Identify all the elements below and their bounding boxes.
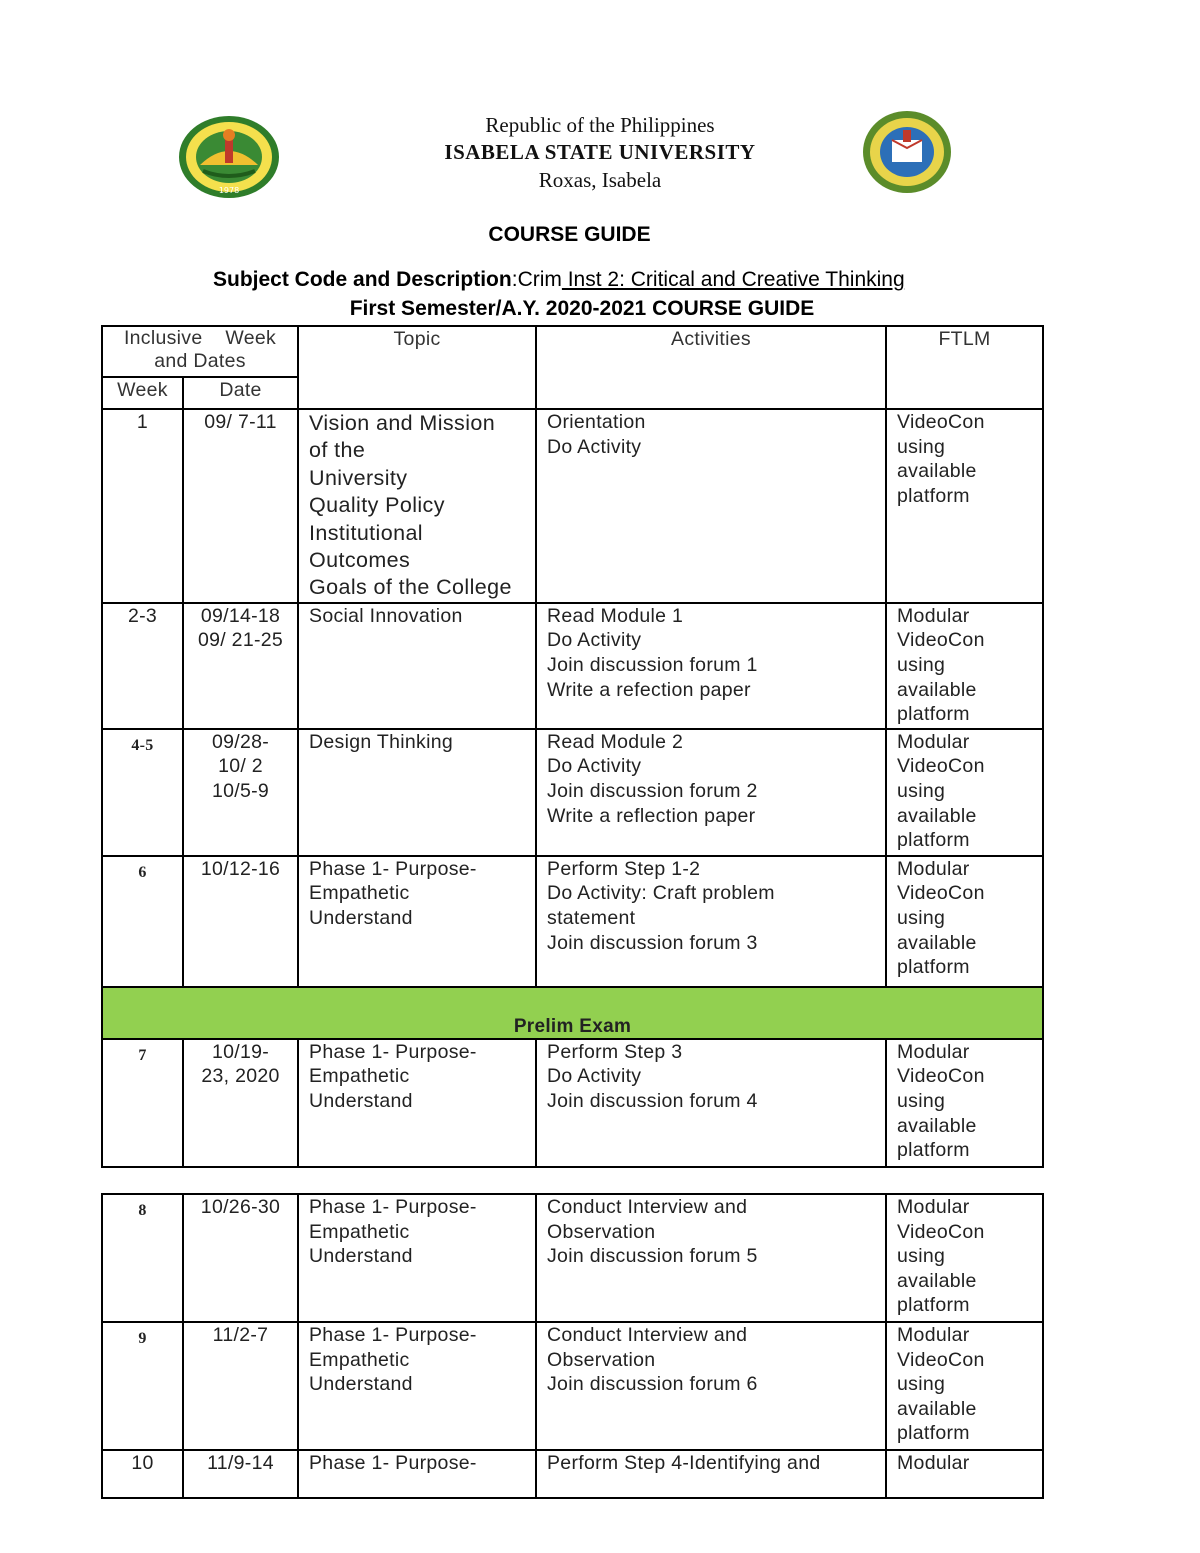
activity-line: Read Module 2 [547,730,684,753]
header-university: ISABELA STATE UNIVERSITY [444,140,756,164]
ftlm-line: Modular [897,857,970,880]
activity-line: statement [547,907,636,930]
activity-line: Read Module 1 [547,604,684,627]
table-row [102,729,1043,856]
ftlm-line: platform [897,703,970,726]
topic-line: Understand [309,1245,413,1268]
ftlm-line: VideoCon [897,629,985,652]
topic-line: Design Thinking [309,730,453,753]
table-row [102,603,1043,729]
topic-line: Phase 1- Purpose- [309,857,477,880]
ftlm-line: platform [897,1422,970,1445]
header-topic: Topic [298,326,536,409]
date-line: 10/26-30 [200,1196,281,1218]
activity-line: Do Activity: Craft problem [547,882,775,905]
activity-line: Conduct Interview and [547,1324,748,1346]
activity-line: Orientation [547,411,646,433]
ftlm-line: Modular [897,1452,970,1474]
date-cell [183,409,298,603]
week-cell: 9 [102,1322,183,1450]
activities-cell [536,729,886,856]
ftlm-line: available [897,1397,977,1420]
topic-line: Phase 1- Purpose- [309,1452,477,1474]
date-line: 09/ 21-25 [197,629,284,652]
topic-line: Vision and Mission [309,411,496,435]
topic-line: Understand [309,907,413,930]
date-cell [183,1039,298,1167]
ftlm-line: Modular [897,1196,970,1218]
week-cell: 2-3 [102,603,183,729]
activity-line: Join discussion forum 5 [547,1245,758,1268]
topic-line: Phase 1- Purpose- [309,1324,477,1346]
activities-cell [536,856,886,987]
topic-cell [298,409,536,603]
date-line: 09/14-18 [200,604,281,627]
ftlm-line: VideoCon [897,1348,985,1371]
college-of-education-seal [862,110,952,194]
course-schedule-table-continued [101,1193,1044,1499]
ftlm-line: Modular [897,1040,970,1063]
ftlm-line: available [897,1269,977,1292]
topic-line: Empathetic [309,1065,410,1088]
ftlm-cell [886,856,1043,987]
ftlm-line: available [897,1114,977,1137]
table-row [102,409,1043,603]
ftlm-line: using [897,780,946,803]
ftlm-line: Modular [897,1324,970,1346]
date-line: 10/12-16 [200,857,281,880]
ftlm-line: platform [897,1294,970,1317]
header-week: Week [102,377,183,409]
ftlm-cell [886,1450,1043,1498]
activity-line: Perform Step 1-2 [547,857,701,880]
ftlm-cell [886,409,1043,603]
prelim-exam-banner: Prelim Exam [102,987,1043,1039]
topic-line: Understand [309,1373,413,1396]
document-title: COURSE GUIDE [488,223,651,246]
semester-line: First Semester/A.Y. 2020-2021 COURSE GUIDE [349,297,815,320]
course-schedule-table [101,325,1044,1168]
header-inclusive-line1: Inclusive Week [123,327,277,349]
ftlm-line: using [897,435,946,458]
topic-line: Empathetic [309,1348,410,1371]
topic-line: Institutional [309,520,423,545]
ftlm-line: VideoCon [897,1220,985,1243]
activities-cell [536,1450,886,1498]
activity-line: Join discussion forum 2 [547,780,758,803]
ftlm-line: using [897,907,946,930]
header-date: Date [183,377,298,409]
activity-line: Perform Step 3 [547,1040,683,1063]
activity-line: Join discussion forum 6 [547,1373,758,1396]
topic-cell [298,1450,536,1498]
ftlm-line: platform [897,956,970,979]
activity-line: Write a reflection paper [547,804,756,827]
activity-line: Conduct Interview and [547,1196,748,1218]
subject-line [213,268,905,292]
week-cell: 10 [102,1450,183,1498]
ftlm-line: using [897,1245,946,1268]
ftlm-line: Modular [897,730,970,753]
ftlm-line: VideoCon [897,1065,985,1088]
topic-line: Quality Policy [309,493,445,518]
ftlm-cell [886,1039,1043,1167]
ftlm-cell [886,1322,1043,1450]
activities-cell [536,1039,886,1167]
topic-line: Outcomes [309,548,411,573]
activities-cell [536,603,886,729]
topic-line: Understand [309,1090,413,1113]
header-campus: Roxas, Isabela [538,168,662,192]
topic-cell [298,603,536,729]
week-cell: 7 [102,1039,183,1167]
activities-cell [536,1194,886,1322]
date-line: 09/ 7-11 [204,411,277,433]
date-line: 10/19- [211,1040,270,1063]
activity-line: Observation [547,1348,656,1371]
date-cell [183,1450,298,1498]
ftlm-line: platform [897,1139,970,1162]
date-cell [183,603,298,729]
table-row [102,1322,1043,1450]
ftlm-line: VideoCon [897,755,985,778]
ftlm-line: available [897,678,977,701]
subject-label: Subject Code and Description [213,268,512,291]
ftlm-cell [886,603,1043,729]
ftlm-line: available [897,931,977,954]
week-cell: 8 [102,1194,183,1322]
ftlm-cell [886,729,1043,856]
table-row [102,1450,1043,1498]
ftlm-line: using [897,1373,946,1396]
activity-line: Write a refection paper [547,678,751,701]
topic-line: Empathetic [309,1220,410,1243]
week-cell: 6 [102,856,183,987]
week-cell: 1 [102,409,183,603]
topic-line: Empathetic [309,882,410,905]
activity-line: Perform Step 4-Identifying and [547,1452,821,1474]
activity-line: Do Activity [547,755,642,778]
date-cell [183,1322,298,1450]
topic-cell [298,1322,536,1450]
topic-line: Social Innovation [309,604,463,627]
topic-line: Phase 1- Purpose- [309,1196,477,1218]
date-cell [183,729,298,856]
header-inclusive-line2: and Dates [154,350,246,372]
ftlm-line: available [897,460,977,483]
table-row [102,1194,1043,1322]
topic-line: University [309,465,408,490]
ftlm-line: VideoCon [897,882,985,905]
header-inclusive [102,326,298,377]
activity-line: Do Activity [547,1065,642,1088]
week-cell: 4-5 [102,729,183,856]
ftlm-cell [886,1194,1043,1322]
ftlm-line: using [897,654,946,677]
activities-cell [536,1322,886,1450]
date-line: 11/9-14 [207,1452,274,1474]
activity-line: Do Activity [547,629,642,652]
activity-line: Join discussion forum 1 [547,654,758,677]
activities-cell [536,409,886,603]
header-republic: Republic of the Philippines [485,113,715,137]
date-cell [183,1194,298,1322]
table-row [102,1039,1043,1167]
topic-cell [298,1039,536,1167]
subject-description: Inst 2: Critical and Creative Thinking [561,268,905,291]
ftlm-line: VideoCon [897,411,985,433]
header-activities: Activities [536,326,886,409]
table-row [102,856,1043,987]
date-line: 11/2-7 [212,1324,269,1346]
topic-cell [298,1194,536,1322]
svg-text:1978: 1978 [218,186,240,195]
subject-code: Crim [517,268,562,291]
subject-sep: : [511,268,518,291]
topic-cell [298,856,536,987]
activity-line: Join discussion forum 4 [547,1090,758,1113]
ftlm-line: platform [897,829,970,852]
date-line: 23, 2020 [201,1065,280,1088]
date-line: 09/28- [211,730,270,753]
ftlm-line: using [897,1090,946,1113]
activity-line: Do Activity [547,435,642,458]
topic-cell [298,729,536,856]
header-ftlm: FTLM [886,326,1043,409]
topic-line: of the [309,438,366,463]
date-line: 10/5-9 [211,780,270,803]
activity-line: Join discussion forum 3 [547,931,758,954]
date-line: 10/ 2 [218,755,263,778]
ftlm-line: Modular [897,604,970,627]
date-cell [183,856,298,987]
topic-line: Goals of the College [309,575,512,600]
topic-line: Phase 1- Purpose- [309,1040,477,1063]
ftlm-line: available [897,804,977,827]
activity-line: Observation [547,1220,656,1243]
ftlm-line: platform [897,484,970,507]
